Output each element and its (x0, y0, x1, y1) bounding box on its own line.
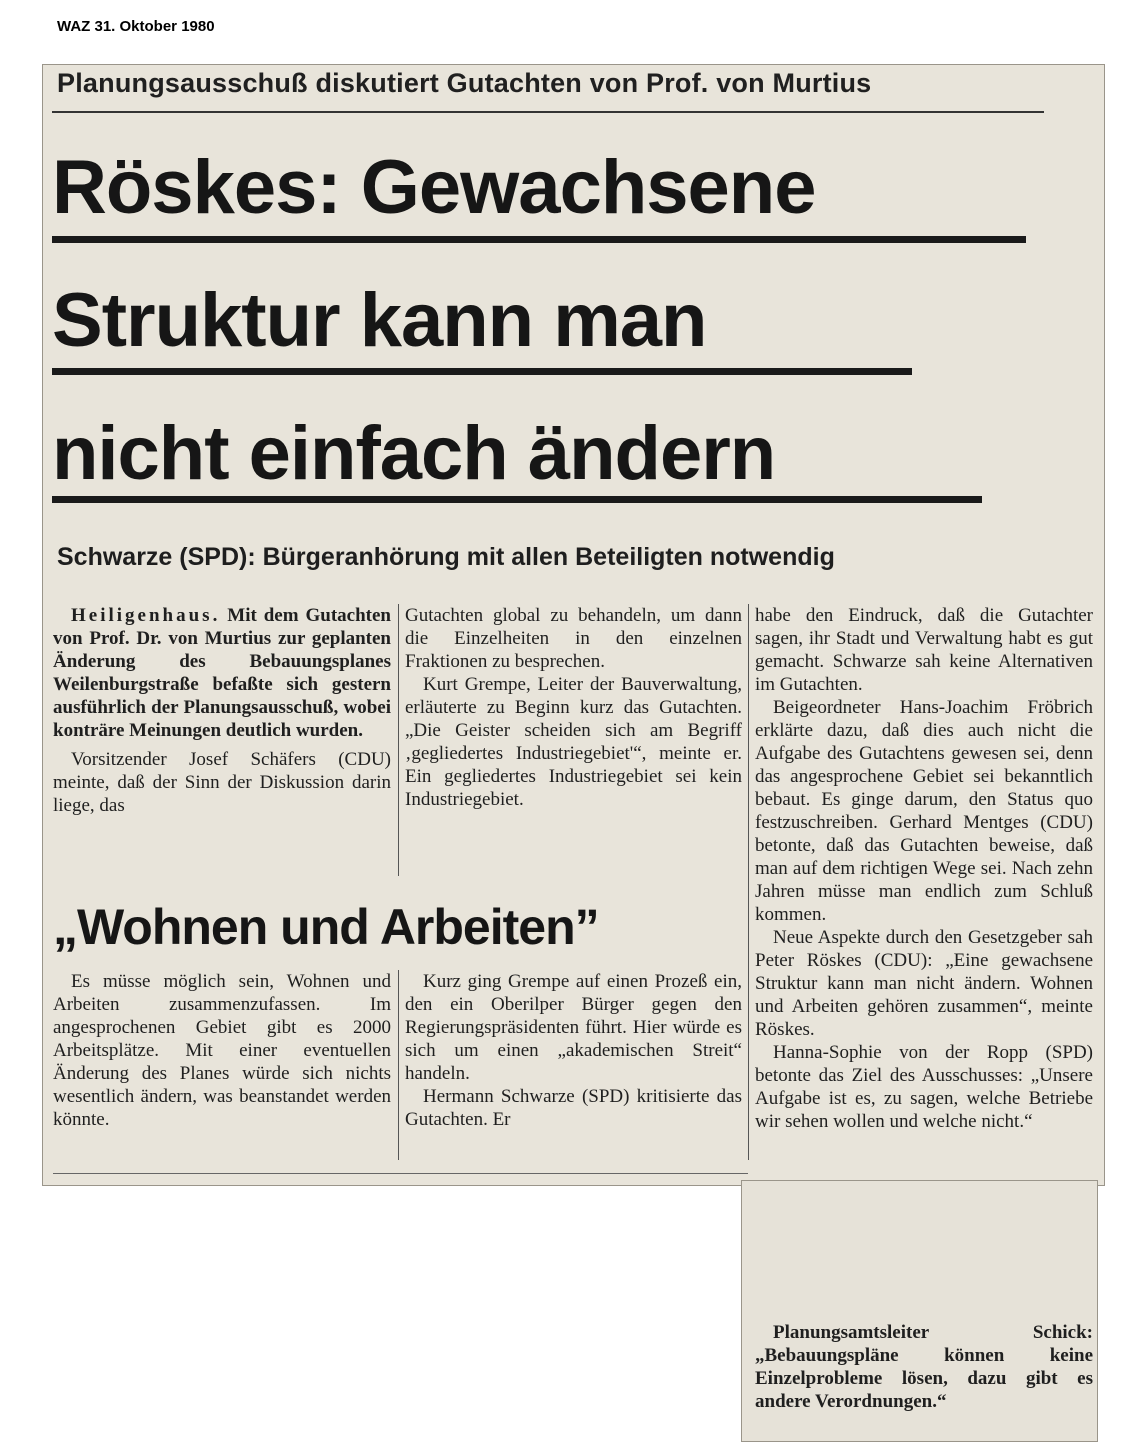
paragraph: Kurz ging Grempe auf einen Prozeß ein, den ein Oberilper Bürger gegen den Regierungspräsidenten führt. Hier würde es sich um einen „akademischen Streit“ handeln. (405, 971, 742, 1084)
paragraph: Kurt Grempe, Leiter der Bauverwaltung, erläuterte zu Beginn kurz das Gutachten. „Die Geister scheiden sich am Begriff ‚gegliedertes Industriegebiet'“, meinte er. Ein gegliedertes Industriegebiet sei kein Industriegebiet. (405, 674, 742, 810)
column-3-closing (755, 1321, 1093, 1413)
article-kicker: Planungsausschuß diskutiert Gutachten von Prof. von Murtius (57, 68, 872, 98)
column-divider (398, 970, 399, 1160)
headline-line-1: Röskes: Gewachsene (52, 145, 816, 230)
closing-quote: Planungsamtsleiter Schick: „Bebauungspläne können keine Einzelprobleme lösen, dazu gibt es andere Verordnungen.“ (755, 1322, 1093, 1412)
column-2-top (405, 604, 742, 811)
kicker-rule (52, 111, 1044, 113)
column-divider (398, 604, 399, 876)
paragraph: Neue Aspekte durch den Gesetzgeber sah Peter Röskes (CDU): „Eine gewachsene Struktur kann man nicht ändern. Wohnen und Arbeiten gehören zusammen“, meinte Röskes. (755, 927, 1093, 1040)
section-heading: „Wohnen und Arbeiten” (53, 899, 599, 955)
column-2-bottom (405, 970, 742, 1131)
column-1-top (53, 604, 391, 817)
paragraph: Hanna-Sophie von der Ropp (SPD) betonte das Ziel des Ausschusses: „Unsere Aufgabe ist es, zu sagen, welche Betriebe wir sehen wollen und welche nicht.“ (755, 1042, 1093, 1132)
paragraph: Hermann Schwarze (SPD) kritisierte das Gutachten. Er (405, 1086, 742, 1130)
source-label: WAZ 31. Oktober 1980 (57, 18, 215, 35)
paragraph: habe den Eindruck, daß die Gutachter sagen, ihr Stadt und Verwaltung habt es gut gemacht. Schwarze sah keine Alternativen im Gutachten. (755, 605, 1093, 695)
bottom-rule (53, 1173, 748, 1174)
headline-rule-2 (52, 368, 912, 375)
headline-line-2: Struktur kann man (52, 278, 707, 363)
dateline: Heiligenhaus. (71, 605, 221, 626)
column-1-bottom (53, 970, 391, 1131)
paragraph: Es müsse möglich sein, Wohnen und Arbeiten zusammenzufassen. Im angesprochenen Gebiet gibt es 2000 Arbeitsplätze. Mit einer eventuellen Änderung des Planes würde sich nichts wesentlich ändern, was beanstandet werden könnte. (53, 971, 391, 1130)
column-3 (755, 604, 1093, 1133)
lead-paragraph (53, 604, 391, 742)
headline-rule-3 (52, 496, 982, 503)
paragraph: Gutachten global zu behandeln, um dann die Einzelheiten in den einzelnen Fraktionen zu besprechen. (405, 605, 742, 672)
headline-rule-1 (52, 236, 1026, 243)
column-divider (748, 604, 749, 1160)
paragraph: Beigeordneter Hans-Joachim Fröbrich erklärte dazu, daß dies auch nicht die Aufgabe des Gutachtens gewesen sei, denn das angesprochene Gebiet sei bekanntlich bebaut. Es ginge darum, den Status quo festzuschreiben. Gerhard Mentges (CDU) betonte, daß das Gutachten beweise, daß man auf dem richtigen Wege sei. Nach zehn Jahren müsse man endlich zum Schluß kommen. (755, 697, 1093, 925)
headline-line-3: nicht einfach ändern (52, 411, 776, 496)
article-subhead: Schwarze (SPD): Bürgeranhörung mit allen Beteiligten notwendig (57, 543, 835, 571)
paragraph: Vorsitzender Josef Schäfers (CDU) meinte, daß der Sinn der Diskussion darin liege, das (53, 749, 391, 816)
lead-text: Mit dem Gutachten von Prof. Dr. von Murtius zur geplanten Änderung des Bebauungsplanes Weilenburgstraße befaßte sich gestern ausführlich der Planungsausschuß, wobei konträre Meinungen deutlich wurden. (53, 605, 391, 741)
